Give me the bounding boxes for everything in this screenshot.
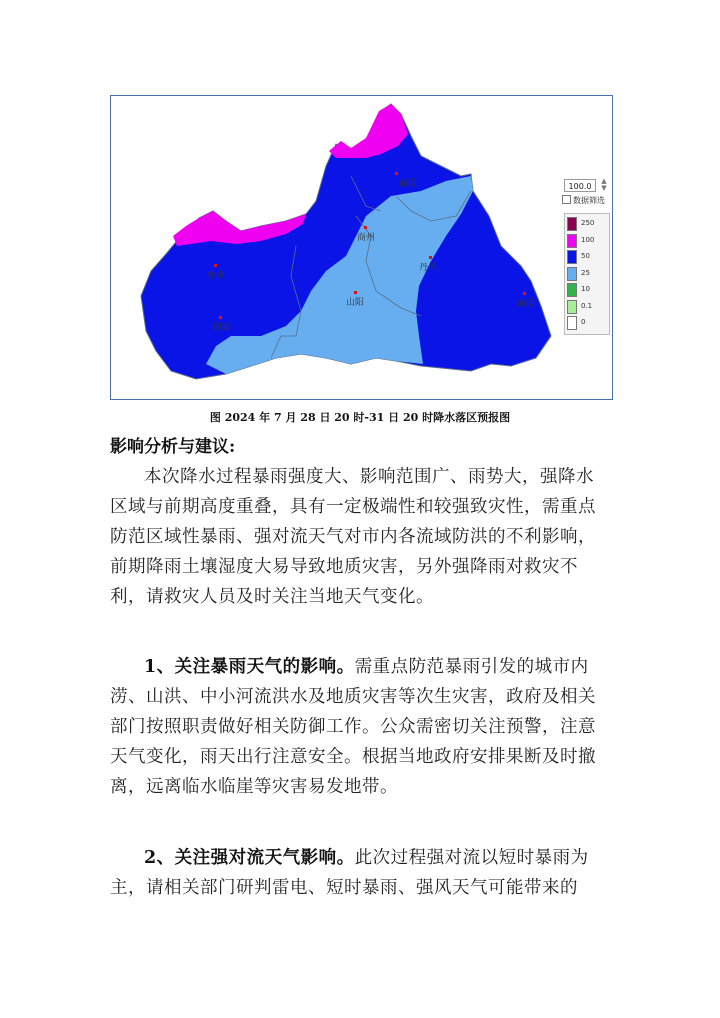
legend-label: 0 (581, 318, 586, 326)
city-label: 丹凤 (419, 263, 438, 273)
city-label: 作水 (207, 271, 226, 281)
city-label: 商州 (357, 233, 376, 243)
legend-item (567, 234, 609, 248)
map-legend (560, 175, 612, 340)
legend-scale (564, 213, 610, 335)
legend-value-box[interactable]: 100.0 (564, 179, 596, 192)
forecast-map (110, 95, 613, 400)
data-filter-checkbox[interactable] (562, 195, 605, 206)
legend-swatch (567, 300, 577, 314)
paragraph-2 (110, 652, 610, 802)
legend-label: 50 (581, 252, 590, 260)
section-heading: 影响分析与建议: (110, 437, 236, 457)
legend-swatch (567, 234, 577, 248)
legend-label: 100 (581, 235, 595, 244)
legend-item (567, 283, 609, 297)
legend-label: 0.1 (581, 301, 593, 310)
city-marker (429, 256, 432, 259)
legend-item (567, 217, 609, 231)
paragraph-3 (110, 843, 610, 903)
legend-item (567, 316, 609, 330)
paragraph-1 (110, 462, 610, 612)
paragraph-1-text: 本次降水过程暴雨强度大、影响范围广、雨势大，强降水区域与前期高度重叠，具有一定极端性和较强致灾性，需重点防范区域性暴雨、强对流天气对市内各流域防洪的不利影响，前期降雨土壤湿度大易导致地质灾害，另外强降雨对救灾不利，请救灾人员及时关注当地天气变化。 (110, 467, 596, 607)
legend-swatch (567, 267, 577, 281)
city-marker (523, 292, 526, 295)
city-label: 商南 (399, 179, 418, 189)
legend-item (567, 300, 609, 314)
paragraph-3-title: 2、关注强对流天气影响。 (144, 848, 355, 868)
paragraph-2-title: 1、关注暴雨天气的影响。 (144, 657, 355, 677)
legend-swatch (567, 283, 577, 297)
data-filter-label: 数据筛选 (573, 196, 605, 205)
legend-label: 25 (581, 268, 590, 277)
city-marker (354, 291, 357, 294)
city-marker (219, 316, 222, 319)
legend-swatch (567, 316, 577, 330)
city-marker (214, 264, 217, 267)
paragraph-3-body: 此次过程强对流以短时暴雨为主，请相关部门研判雷电、短时暴雨、强风天气可能带来的 (110, 848, 589, 898)
paragraph-2-body: 需重点防范暴雨引发的城市内涝、山洪、中小河流洪水及地质灾害等次生灾害，政府及相关部门按照职责做好相关防御工作。公众需密切关注预警，注意天气变化，雨天出行注意安全。根据当地政府安排果断及时撤离，远离临水临崖等灾害易发地带。 (110, 657, 596, 797)
legend-item (567, 250, 609, 264)
legend-label: 250 (581, 219, 595, 227)
city-marker (395, 172, 398, 175)
city-label: 镇安 (213, 323, 232, 333)
legend-item (567, 267, 609, 281)
legend-swatch (567, 217, 577, 231)
city-label: 山阳 (346, 298, 365, 308)
city-marker (364, 226, 367, 229)
precipitation-map-svg (111, 96, 613, 400)
city-label: 商南 (517, 299, 536, 309)
checkbox-icon[interactable] (562, 195, 571, 204)
legend-label: 10 (581, 285, 590, 293)
figure-caption: 图 2024 年 7 月 28 日 20 时-31 日 20 时降水落区预报图 (209, 411, 511, 424)
legend-swatch (567, 250, 577, 264)
spinner-arrows-icon[interactable]: ▲ ▼ (601, 177, 607, 192)
